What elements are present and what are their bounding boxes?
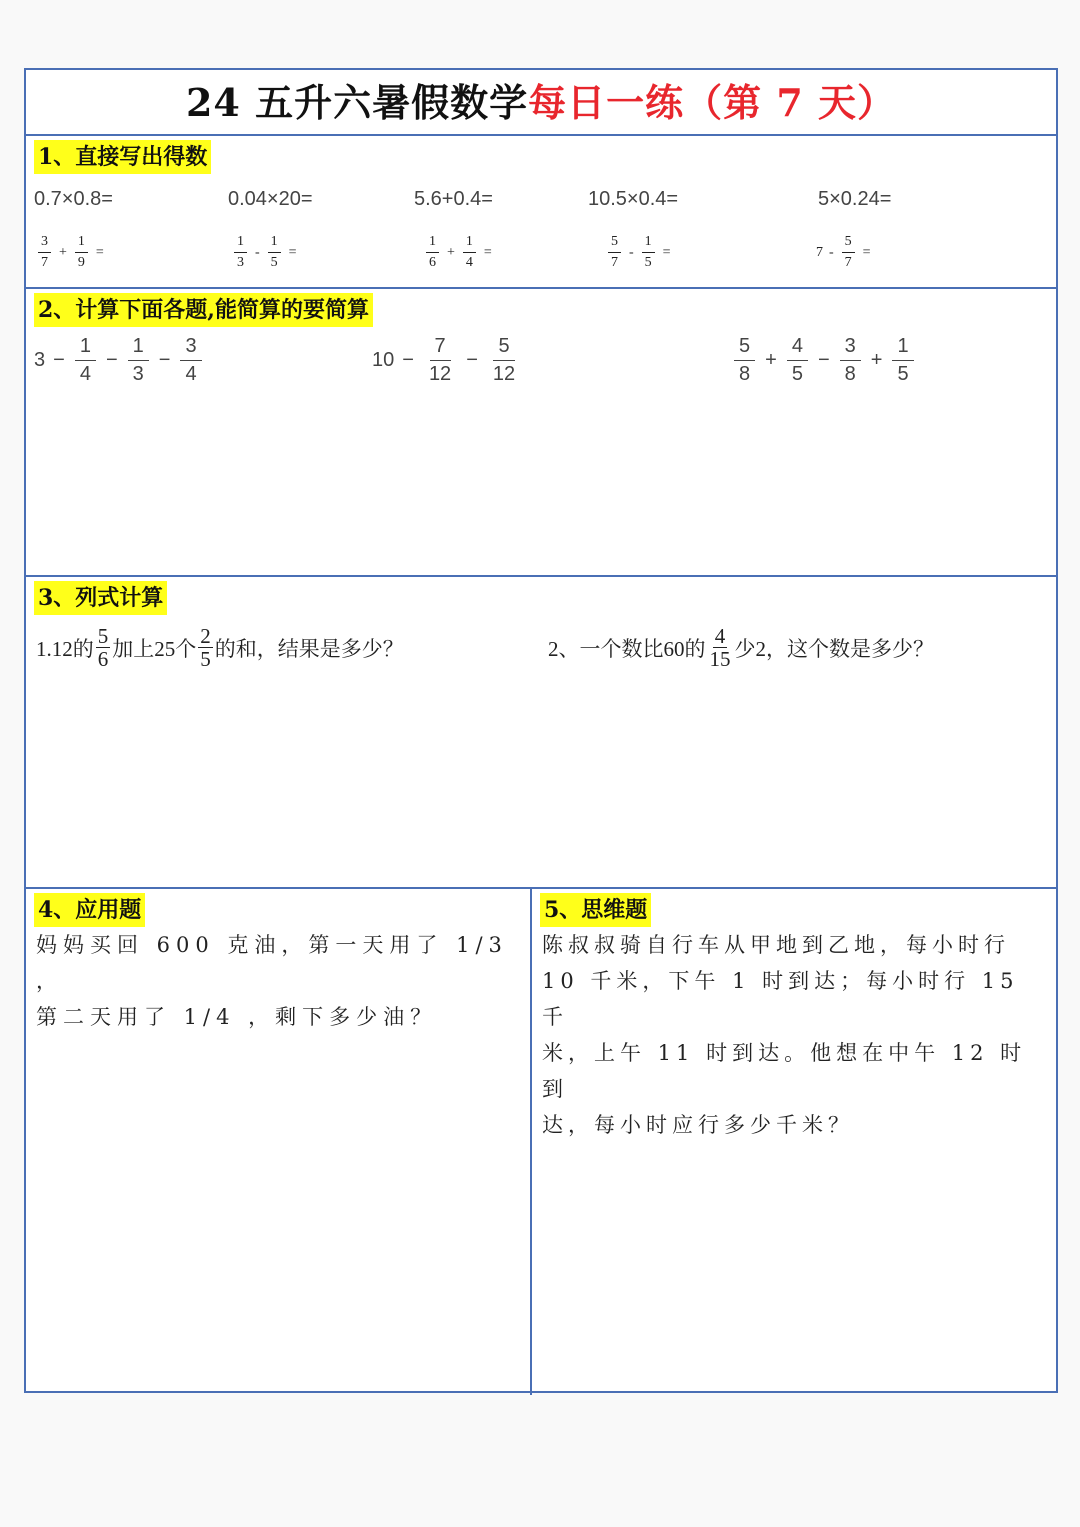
page-title [26,70,1056,136]
fraction-expression: $\frac{5}{7}$ - $\frac{1}{5}$ = [606,232,677,273]
fraction: $\frac{1}{5}$ [642,232,655,273]
column-divider [530,889,532,1395]
fraction: $\frac{4}{5}$ [787,333,808,388]
section-heading: 4、应用题 [34,893,145,927]
fraction-expression: $\frac{3}{7}$ + $\frac{1}{9}$ = [36,232,110,273]
fraction: $\frac{1}{4}$ [463,232,476,273]
title-bar [26,70,1056,136]
section-direct-answers [26,136,1056,289]
question-1: 1.12的 $\frac{5}{6}$ 加上25个 $\frac{2}{5}$ 的和，结果是多少？ [36,624,404,671]
fraction: $\frac{1}{9}$ [75,232,88,273]
fraction: $\frac{3}{7}$ [38,232,51,273]
section-heading: 2、计算下面各题,能简算的要简算 [34,293,373,327]
fraction: $\frac{5}{7}$ [842,232,855,273]
section-word-problems [26,889,1056,1395]
fraction: $\frac{1}{5}$ [268,232,281,273]
worksheet [24,68,1058,1393]
section-equation [26,577,1056,889]
calc-item: 5.6+0.4= [414,188,493,210]
calc-item: 10.5×0.4= [588,188,679,210]
fraction: $\frac{5}{12}$ [492,335,516,385]
fraction-row [26,232,1056,284]
fraction: $\frac{7}{12}$ [428,335,452,385]
question-2: 2、一个数比60的 $\frac{4}{15}$ 少2，这个数是多少？ [548,624,934,671]
fraction: $\frac{1}{3}$ [234,232,247,273]
fraction: $\frac{1}{4}$ [75,333,96,388]
thinking-problem-text: 陈叔叔骑自行车从甲地到乙地，每小时行 10 千米，下午 1 时到达；每小时行 15 千 米，上午 11 时到达。他想在中午 12 时到 达，每小时应行多少千米？ [542,933,1027,1137]
fraction: $\frac{5}{7}$ [608,232,621,273]
fraction: $\frac{1}{5}$ [892,333,913,388]
section-heading: 3、列式计算 [34,581,167,615]
expression-2: 10 − $\frac{7}{12}$ − $\frac{5}{12}$ [372,333,522,388]
fraction: $\frac{5}{8}$ [734,333,755,388]
section-heading: 1、直接写出得数 [34,140,211,174]
title-main: 24 五升六暑假数学 [185,80,529,125]
calc-item: 0.04×20= [228,188,313,210]
fraction: $\frac{1}{3}$ [128,333,149,388]
fraction-expression: 7 - $\frac{5}{7}$ = [816,232,877,273]
calc-item: 5×0.24= [818,188,892,210]
section-simplify [26,289,1056,577]
title-highlight: 每日一练（第 7 天） [528,80,897,125]
fraction: $\frac{1}{6}$ [426,232,439,273]
word-problem-text: 妈妈买回 600 克油，第一天用了 1/3 ， 第二天用了 1/4 ，剩下多少油？ [36,933,508,1029]
fraction: $\frac{5}{6}$ [97,624,109,671]
fraction: $\frac{2}{5}$ [200,624,211,671]
fraction: $\frac{3}{4}$ [180,333,201,388]
section-heading: 5、思维题 [540,893,651,927]
fraction: $\frac{3}{8}$ [840,333,861,388]
expression-3: $\frac{5}{8}$ + $\frac{4}{5}$ − $\frac{3}{8}$ + $\frac{1}{5}$ [732,333,916,388]
calc-item: 0.7×0.8= [34,188,113,210]
fraction: $\frac{4}{15}$ [709,624,731,671]
fraction-expression: $\frac{1}{6}$ + $\frac{1}{4}$ = [424,232,498,273]
expression-1: 3 − $\frac{1}{4}$ − $\frac{1}{3}$ − $\frac{3}{4}$ [34,333,204,388]
fraction-expression: $\frac{1}{3}$ - $\frac{1}{5}$ = [232,232,303,273]
